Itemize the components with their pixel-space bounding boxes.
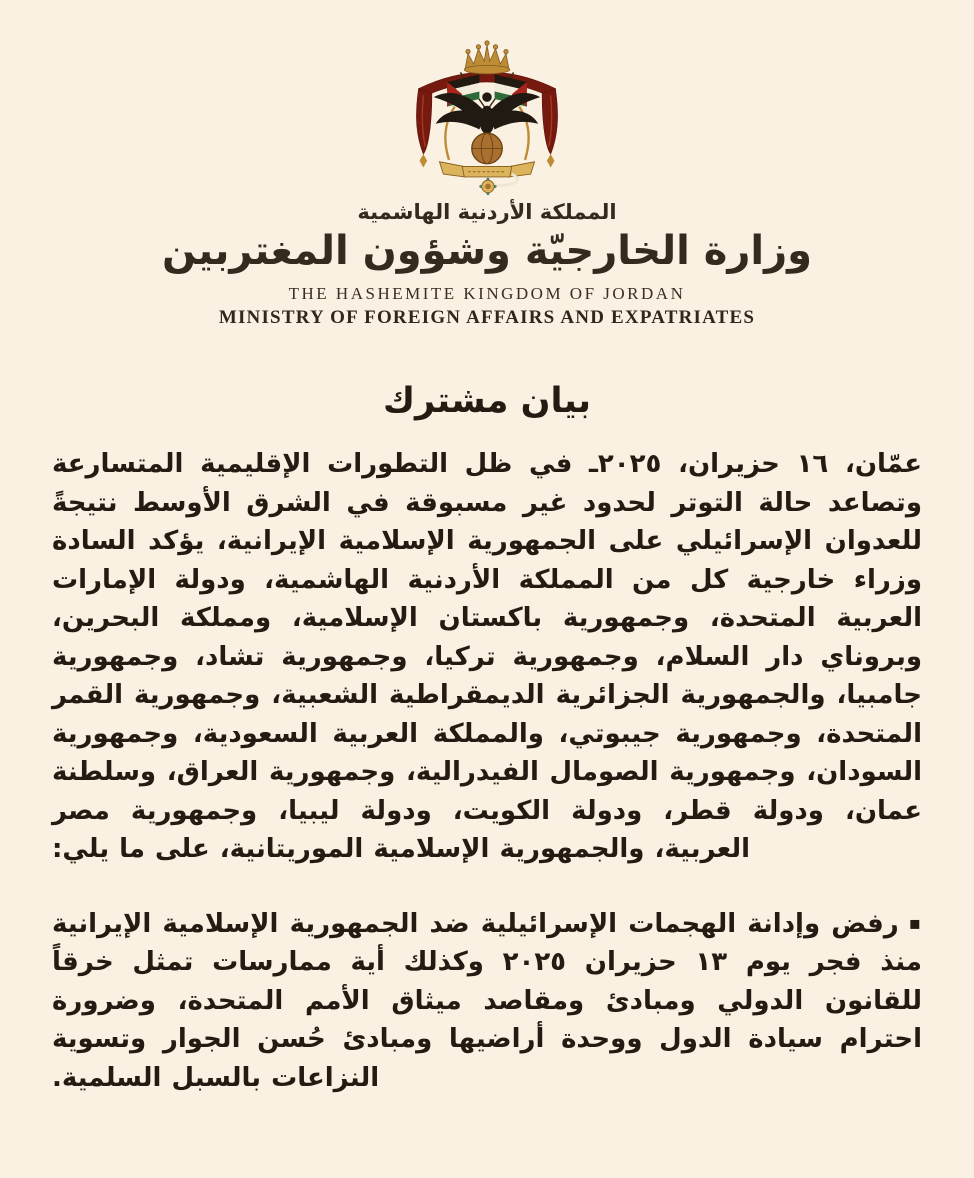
crown-icon — [464, 41, 510, 74]
bullet-paragraph — [52, 905, 922, 1098]
kingdom-name-english: THE HASHEMITE KINGDOM OF JORDAN — [288, 284, 686, 303]
globe-icon — [472, 133, 502, 163]
kingdom-name-arabic: المملكة الأردنية الهاشمية — [357, 200, 617, 224]
statement-body — [0, 381, 974, 1097]
letterhead — [0, 40, 974, 329]
bullet-text: رفض وإدانة الهجمات الإسرائيلية ضد الجمهورية الإسلامية الإيرانية منذ فجر يوم ١٣ حزيران ٢٠٢٥ وكذلك أية ممارسات تمثل خرقاً للقانون الدولي ومبادئ ومقاصد ميثاق الأمم المتحدة، وضرورة احترام سيادة الدول ووحدة أراضيها ومبادئ حُسن الجوار وتسوية النزاعات بالسبل السلمية. — [52, 908, 922, 1093]
bullet-marker: ▪ — [908, 912, 922, 934]
opening-paragraph: عمّان، ١٦ حزيران، ٢٠٢٥ـ في ظل التطورات الإقليمية المتسارعة وتصاعد حالة التوتر لحدود غير مسبوقة في الشرق الأوسط نتيجةً للعدوان الإسرائيلي على الجمهورية الإسلامية الإيرانية، يؤكد السادة وزراء خارجية كل من المملكة الأردنية الهاشمية، ودولة الإمارات العربية المتحدة، وجمهورية باكستان الإسلامية، ومملكة البحرين، وبروناي دار السلام، وجمهورية تركيا، وجمهورية تشاد، وجمهورية جامبيا، والجمهورية الجزائرية الديمقراطية الشعبية، وجمهورية القمر المتحدة، وجمهورية جيبوتي، والمملكة العربية السعودية، وجمهورية السودان، وجمهورية الصومال الفيدرالية، وجمهورية العراق، وسلطنة عمان، ودولة قطر، ودولة الكويت، ودولة ليبيا، وجمهورية مصر العربية، والجمهورية الإسلامية الموريتانية، على ما يلي: — [52, 449, 922, 864]
jordan-coat-of-arms — [392, 40, 582, 198]
statement-title: بيان مشترك — [382, 381, 592, 421]
ministry-name-english: MINISTRY OF FOREIGN AFFAIRS AND EXPATRIATES — [218, 307, 756, 328]
ministry-name-arabic: وزارة الخارجيّة وشؤون المغتربين — [162, 228, 812, 274]
